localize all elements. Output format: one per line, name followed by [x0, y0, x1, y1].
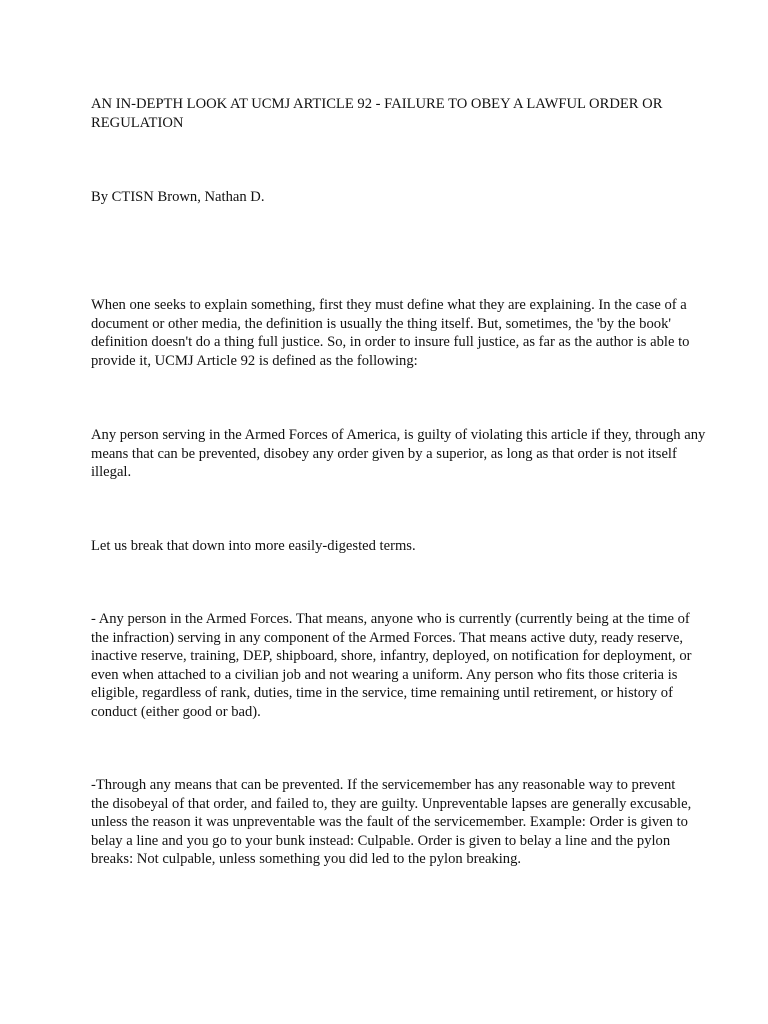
title-line: AN IN-DEPTH LOOK AT UCMJ ARTICLE 92 - FAILURE TO OBEY A LAWFUL ORDER OR — [91, 96, 663, 112]
byline: By CTISN Brown, Nathan D. — [91, 189, 265, 205]
document-title — [91, 95, 739, 132]
text-line: - Any person in the Armed Forces. That means, anyone who is currently (currently being at the time of — [91, 611, 690, 627]
text-line: document or other media, the definition is usually the thing itself. But, sometimes, the 'by the book' — [91, 315, 671, 332]
text-line: provide it, UCMJ Article 92 is defined as the following: — [91, 352, 418, 369]
text-line: even when attached to a civilian job and not wearing a uniform. Any person who fits those criteria is — [91, 666, 678, 683]
text-line: When one seeks to explain something, first they must define what they are explaining. In the case of a — [91, 297, 687, 313]
text-line: the disobeyal of that order, and failed to, they are guilty. Unpreventable lapses are generally excusable, — [91, 795, 692, 812]
text-line: conduct (either good or bad). — [91, 703, 261, 720]
paragraph-breakdown-intro — [91, 537, 739, 556]
text-line: illegal. — [91, 464, 132, 481]
text-line: inactive reserve, training, DEP, shipboard, shore, infantry, deployed, on notification for deployment, or — [91, 648, 692, 665]
text-line: Let us break that down into more easily-digested terms. — [91, 538, 416, 554]
text-line: definition doesn't do a thing full justice. So, in order to insure full justice, as far as the author is able to — [91, 334, 690, 351]
text-line: means that can be prevented, disobey any order given by a superior, as long as that order is not itself — [91, 445, 677, 462]
paragraph-any-person — [91, 610, 739, 722]
paragraph-preventable — [91, 776, 739, 869]
text-line: breaks: Not culpable, unless something you did led to the pylon breaking. — [91, 851, 522, 868]
text-line: eligible, regardless of rank, duties, time in the service, time remaining until retirement, or history of — [91, 685, 673, 702]
paragraph-intro — [91, 296, 739, 370]
text-line: Any person serving in the Armed Forces of America, is guilty of violating this article if they, through any — [91, 427, 706, 443]
title-line: REGULATION — [91, 114, 184, 131]
text-line: -Through any means that can be prevented. If the servicemember has any reasonable way to prevent — [91, 777, 676, 793]
text-line: unless the reason it was unpreventable was the fault of the servicemember. Example: Order is given to — [91, 814, 688, 831]
text-line: belay a line and you go to your bunk instead: Culpable. Order is given to belay a line and the pylon — [91, 832, 671, 849]
text-line: the infraction) serving in any component of the Armed Forces. That means active duty, ready reserve, — [91, 629, 684, 646]
paragraph-definition — [91, 426, 739, 482]
